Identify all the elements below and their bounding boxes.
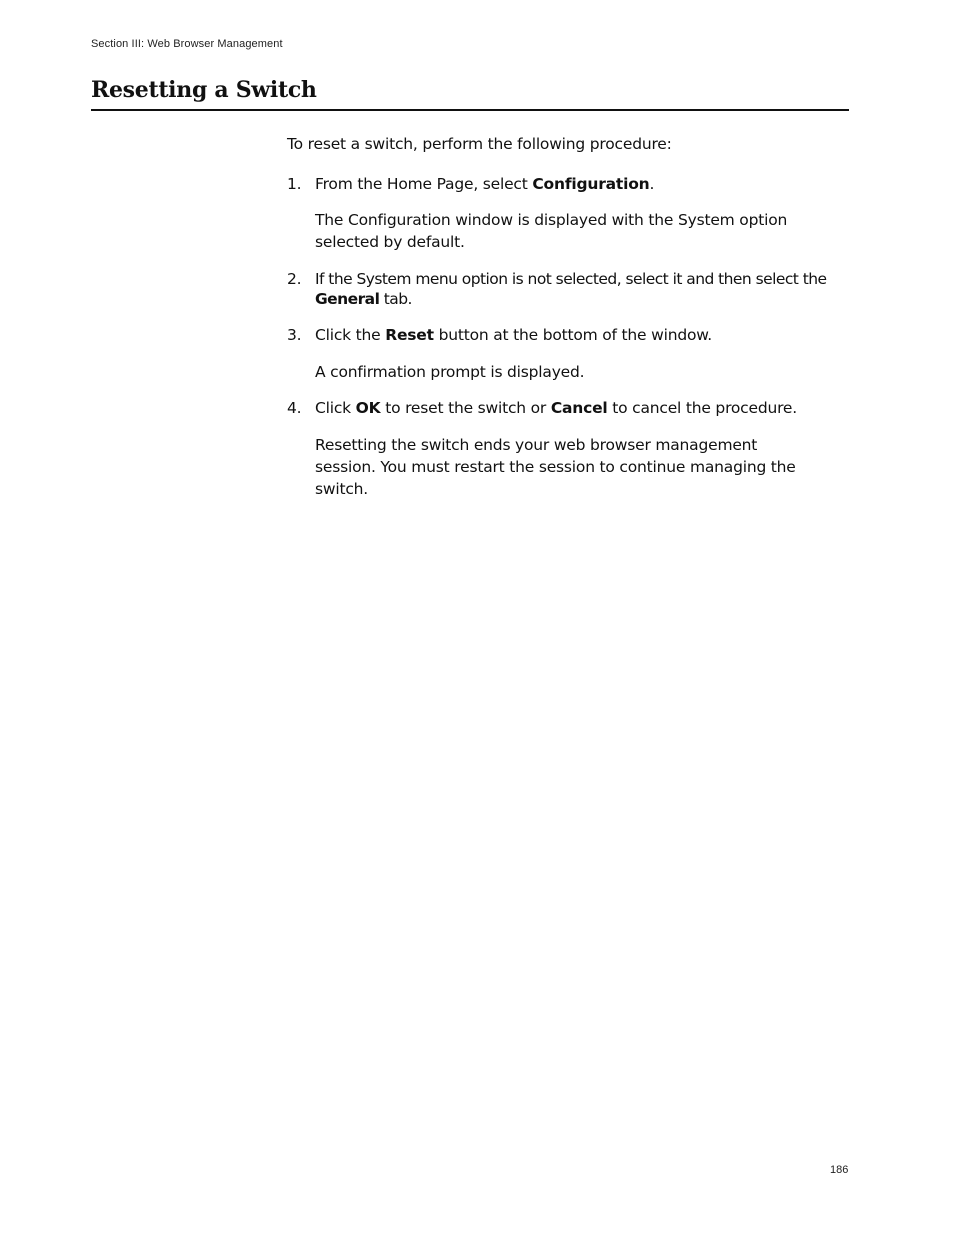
intro-text: To reset a switch, perform the following procedure: bbox=[287, 135, 672, 153]
step-number: 4. bbox=[287, 399, 302, 417]
step-3-note: A confirmation prompt is displayed. bbox=[315, 363, 585, 381]
step-number: 2. bbox=[287, 270, 302, 288]
step-1-note: The Configuration window is displayed with the System option selected by default. bbox=[315, 211, 788, 251]
step-text: From the Home Page, select Configuration. bbox=[315, 175, 655, 193]
ui-term: OK bbox=[355, 399, 381, 417]
ui-term: Configuration bbox=[532, 175, 650, 193]
step-text: Click OK to reset the switch or Cancel to cancel the procedure. bbox=[315, 399, 797, 417]
running-header: Section III: Web Browser Management bbox=[91, 38, 283, 50]
title-rule bbox=[91, 109, 849, 111]
ui-term: General bbox=[315, 290, 380, 308]
ui-term: Reset bbox=[385, 326, 434, 344]
step-4-note: Resetting the switch ends your web browser management session. You must restart the session to continue managing the switch. bbox=[315, 436, 796, 498]
step-text: If the System menu option is not selected, select it and then select the General tab. bbox=[315, 270, 827, 308]
step-number: 3. bbox=[287, 326, 302, 344]
ui-term: Cancel bbox=[550, 399, 608, 417]
step-text: Click the Reset button at the bottom of the window. bbox=[315, 326, 713, 344]
step-number: 1. bbox=[287, 175, 302, 193]
page-title: Resetting a Switch bbox=[91, 77, 317, 103]
page-number: 186 bbox=[830, 1164, 849, 1176]
